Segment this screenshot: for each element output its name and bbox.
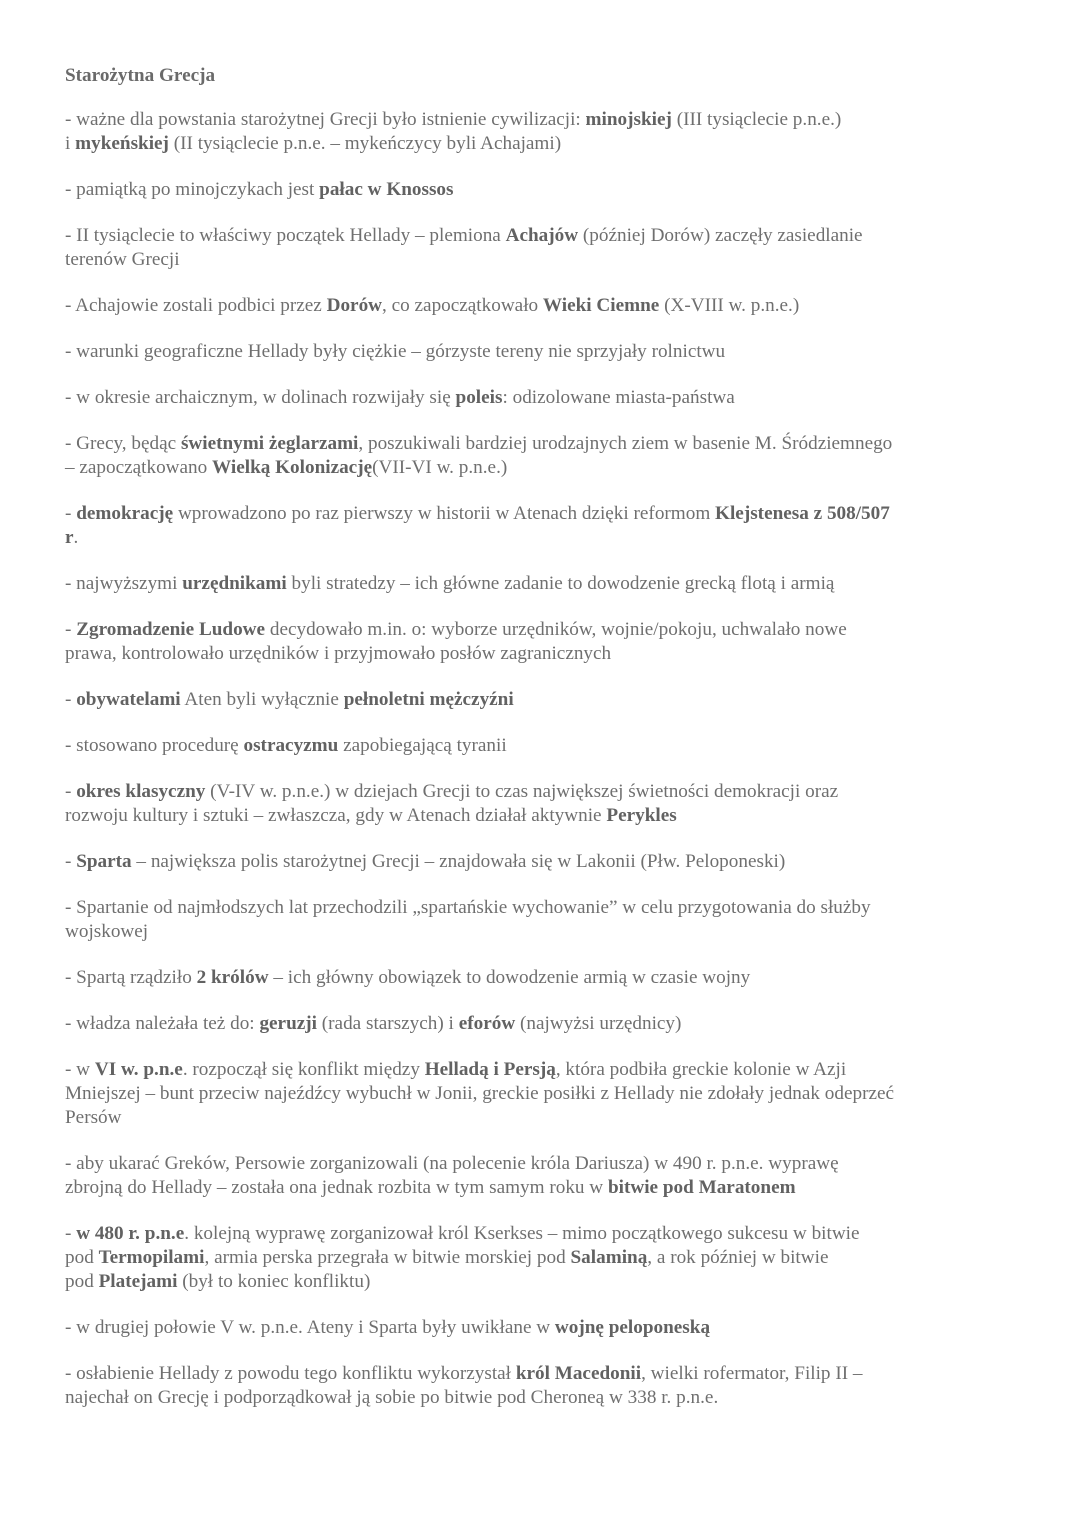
text-run: - stosowano procedurę [65,735,244,756]
bold-term: Wielką Kolonizację [212,457,373,478]
bold-term: Dorów [326,295,383,316]
paragraph [65,386,1013,410]
paragraph [65,1152,1013,1200]
text-run: (III tysiąclecie p.n.e.) [671,109,842,130]
text-run: zapobiegającą tyranii [338,735,507,756]
text-run: - [65,1223,77,1244]
text-run: (rada starszych) i [316,1013,459,1034]
text-run: - [65,503,77,524]
bold-term: Termopilami [98,1247,205,1268]
bold-term: demokrację [76,503,174,524]
text-run: - pamiątką po minojczykach jest [65,179,320,200]
bold-term: w 480 r. p.n.e [76,1223,185,1244]
text-run: - w okresie archaicznym, w dolinach rozwijały się [65,387,456,408]
text-run: decydowało m.in. o: wyborze urzędników, wojnie/pokoju, uchwalało nowe [265,619,847,640]
bold-term: ostracyzmu [243,735,339,756]
text-run: - w [65,1059,95,1080]
text-run: - osłabienie Hellady z powodu tego konfliktu wykorzystał [65,1363,516,1384]
bold-term: Perykles [606,805,677,826]
document-page [65,64,1013,1432]
text-run: prawa, kontrolowało urzędników i przyjmowało posłów zagranicznych [65,643,612,664]
text-run: - [65,851,77,872]
bold-term: Zgromadzenie Ludowe [76,619,266,640]
text-run: - [65,689,77,710]
text-run: - Spartą rządziło [65,967,197,988]
paragraph [65,572,1013,596]
text-run: . rozpoczął się konflikt między [182,1059,425,1080]
text-run: - Achajowie zostali podbici przez [65,295,327,316]
text-run: : odizolowane miasta-państwa [502,387,735,408]
text-run: rozwoju kultury i sztuki – zwłaszcza, gdy w Atenach działał aktywnie [65,805,607,826]
paragraph [65,340,1013,364]
text-run: - II tysiąclecie to właściwy początek Hellady – plemiona [65,225,506,246]
text-run: Aten byli wyłącznie [180,689,344,710]
paragraph [65,294,1013,318]
paragraph [65,618,1013,666]
text-run: , armia perska przegrała w bitwie morskiej pod [204,1247,571,1268]
bold-term: Wieki Ciemne [542,295,660,316]
text-run: - [65,781,77,802]
bold-term: obywatelami [76,689,181,710]
bold-term: geruzji [259,1013,317,1034]
text-run: wprowadzono po raz pierwszy w historii w Atenach dzięki reformom [173,503,716,524]
bold-term: wojnę peloponeską [554,1317,711,1338]
text-run: (V-IV w. p.n.e.) w dziejach Grecji to czas największej świetności demokracji oraz [205,781,839,802]
bold-term: pełnoletni mężczyźni [343,689,514,710]
bold-term: Platejami [98,1271,178,1292]
bold-term: świetnymi żeglarzami [180,433,359,454]
text-run: , wielki rofermator, Filip II – [641,1363,863,1384]
paragraph [65,1222,1013,1294]
text-run: , co zapoczątkowało [382,295,543,316]
text-run: pod [65,1271,99,1292]
bold-term: Achajów [505,225,579,246]
bold-term: eforów [458,1013,516,1034]
text-run: - aby ukarać Greków, Persowie zorganizowali (na polecenie króla Dariusza) w 490 r. p.n.e. wyprawę [65,1153,839,1174]
text-run: wojskowej [65,921,149,942]
bold-term: bitwie pod Maratonem [607,1177,796,1198]
text-run: , poszukiwali bardziej urodzajnych ziem w basenie M. Śródziemnego [358,433,893,454]
text-run: . [73,527,79,548]
paragraph [65,502,1013,550]
text-run: (później Dorów) zaczęły zasiedlanie [578,225,863,246]
paragraph [65,178,1013,202]
text-run: byli stratedzy – ich główne zadanie to dowodzenie grecką flotą i armią [286,573,835,594]
text-run: – ich główny obowiązek to dowodzenie armią w czasie wojny [268,967,751,988]
bold-term: Sparta [76,851,132,872]
text-run: (był to koniec konfliktu) [177,1271,371,1292]
paragraph [65,1362,1013,1410]
text-run: , która podbiła greckie kolonie w Azji [555,1059,847,1080]
paragraph [65,1012,1013,1036]
text-run: terenów Grecji [65,249,180,270]
text-run: (X-VIII w. p.n.e.) [659,295,800,316]
text-run: Mniejszej – bunt przeciw najeźdźcy wybuchł w Jonii, greckie posiłki z Hellady nie zdołały jednak odeprzeć [65,1083,895,1104]
bold-term: 2 królów [196,967,269,988]
text-run: pod [65,1247,99,1268]
paragraph [65,1316,1013,1340]
paragraph [65,966,1013,990]
bold-term: Klejstenesa z 508/507 [715,503,890,524]
text-run: - ważne dla powstania starożytnej Grecji było istnienie cywilizacji: [65,109,586,130]
text-run: najechał on Grecję i podporządkował ją sobie po bitwie pod Cheroneą w 338 r. p.n.e. [65,1387,719,1408]
bold-term: minojskiej [585,109,672,130]
bold-term: okres klasyczny [76,781,206,802]
text-run: zbrojną do Hellady – została ona jednak rozbita w tym samym roku w [65,1177,608,1198]
bold-term: pałac w Knossos [319,179,454,200]
text-run: - Spartanie od najmłodszych lat przechodzili „spartańskie wychowanie” w celu przygotowania do służby [65,897,871,918]
bold-term: mykeńskiej [75,133,169,154]
paragraph [65,108,1013,156]
text-run: (II tysiąclecie p.n.e. – mykeńczycy byli Achajami) [168,133,562,154]
bold-term: poleis [455,387,503,408]
text-run: - [65,619,77,640]
text-run: (najwyżsi urzędnicy) [515,1013,682,1034]
text-run: - warunki geograficzne Hellady były ciężkie – górzyste tereny nie sprzyjały rolnictwu [65,341,726,362]
text-run: , a rok później w bitwie [647,1247,829,1268]
paragraph [65,780,1013,828]
bold-term: urzędnikami [182,573,287,594]
bold-term: VI w. p.n.e [94,1059,183,1080]
text-run: (VII-VI w. p.n.e.) [372,457,508,478]
paragraph [65,1058,1013,1130]
text-run: i [65,133,76,154]
bold-term: Salaminą [570,1247,648,1268]
bold-term: król Macedonii [515,1363,642,1384]
text-run: – zapoczątkowano [65,457,213,478]
text-run: - najwyższymi [65,573,183,594]
text-run: - Grecy, będąc [65,433,181,454]
text-run: – największa polis starożytnej Grecji – znajdowała się w Lakonii (Płw. Peloponeski) [131,851,786,872]
paragraph [65,224,1013,272]
paragraph [65,734,1013,758]
text-run: Persów [65,1107,122,1128]
text-run: - w drugiej połowie V w. p.n.e. Ateny i Sparta były uwikłane w [65,1317,555,1338]
paragraph [65,850,1013,874]
paragraph [65,688,1013,712]
bold-term: Helladą i Persją [424,1059,556,1080]
bold-term: r [65,527,74,548]
document-title: Starożytna Grecja [65,65,216,86]
paragraph [65,896,1013,944]
text-run: - władza należała też do: [65,1013,260,1034]
paragraph [65,432,1013,480]
paragraph-list [65,108,1013,1410]
text-run: . kolejną wyprawę zorganizował król Kserkses – mimo początkowego sukcesu w bitwie [184,1223,860,1244]
